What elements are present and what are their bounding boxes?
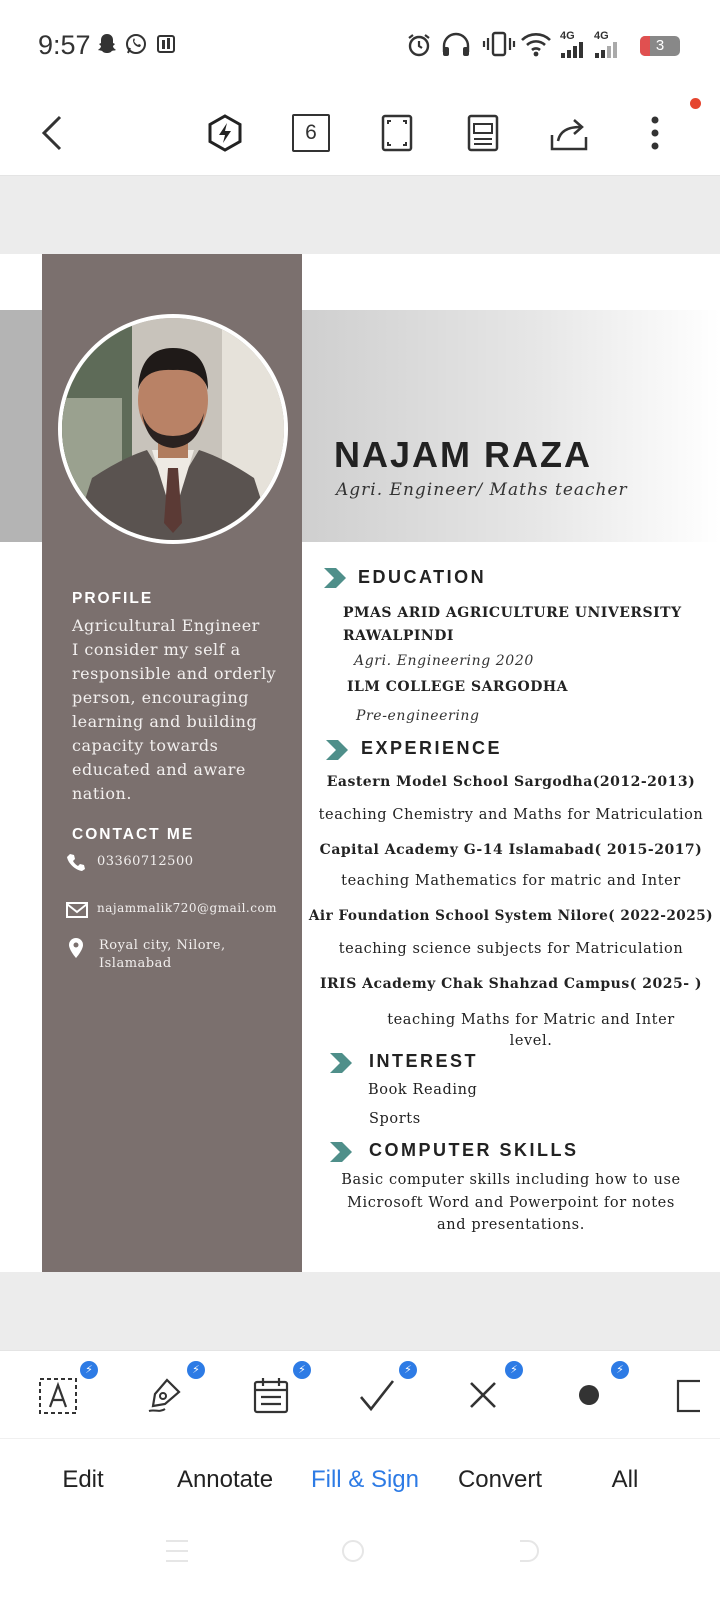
fill-sign-tools <box>0 1350 720 1439</box>
profile-photo <box>58 314 288 544</box>
tab-annotate[interactable]: Annotate <box>176 1466 274 1493</box>
experience-chevron-icon <box>326 740 352 760</box>
document-gutter-top <box>0 176 720 254</box>
recent-apps-icon[interactable] <box>164 1538 190 1564</box>
vibrate-icon <box>482 30 516 58</box>
interest-chevron-icon <box>330 1053 356 1073</box>
experience-org-1: Eastern Model School Sargodha(2012-2013) <box>326 774 696 790</box>
headphones-icon <box>440 32 472 58</box>
education-degree-1: Agri. Engineering 2020 <box>354 653 534 669</box>
experience-desc-2: teaching Mathematics for matric and Inter <box>341 873 681 889</box>
top-toolbar <box>0 90 720 176</box>
computer-skills-chevron-icon <box>330 1142 356 1162</box>
interest-item-1: Book Reading <box>368 1082 478 1098</box>
home-icon[interactable] <box>340 1538 366 1564</box>
header-band-right <box>302 310 720 542</box>
contact-heading: CONTACT ME <box>72 826 195 843</box>
premium-badge-icon: ⚡ <box>80 1361 98 1379</box>
education-school-1: PMAS ARID AGRICULTURE UNIVERSITY RAWALPINDI <box>343 605 682 644</box>
cross-icon <box>463 1375 503 1415</box>
contact-address: Royal city, Nilore, Islamabad <box>99 938 226 971</box>
interest-item-2: Sports <box>369 1111 421 1127</box>
wifi-icon <box>520 30 552 58</box>
status-time: 9:57 <box>38 30 91 60</box>
contact-email: najammalik720@gmail.com <box>97 901 278 915</box>
more-vertical-icon <box>650 113 660 153</box>
profile-text: Agricultural Engineer I consider my self a responsible and orderly person, encouraging learning and building capacity towards educated and aware nation. <box>72 616 277 803</box>
cross-tool[interactable] <box>443 1351 523 1439</box>
app-notification-icon <box>156 33 178 55</box>
experience-org-3: Air Foundation School System Nilore( 2022-2025) <box>308 908 714 924</box>
contact-phone: 03360712500 <box>97 854 194 869</box>
header-band-left <box>0 310 42 542</box>
premium-badge-icon: ⚡ <box>399 1361 417 1379</box>
education-degree-2: Pre-engineering <box>356 708 480 724</box>
tab-convert[interactable]: Convert <box>457 1466 543 1493</box>
checkmark-tool[interactable] <box>337 1351 417 1439</box>
education-chevron-icon <box>324 568 350 588</box>
tab-all[interactable]: All <box>611 1466 639 1493</box>
snapchat-icon <box>96 32 118 54</box>
profile-heading: PROFILE <box>72 590 154 607</box>
share-icon <box>548 113 590 153</box>
pen-nib-icon <box>145 1375 185 1415</box>
premium-tools-button[interactable] <box>195 90 255 175</box>
page-count-button[interactable] <box>281 90 341 175</box>
tab-edit[interactable]: Edit <box>62 1466 104 1493</box>
network-1-label: 4G <box>560 30 575 42</box>
experience-org-4: IRIS Academy Chak Shahzad Campus( 2025- ) <box>319 976 703 992</box>
experience-desc-1: teaching Chemistry and Maths for Matriculation <box>318 807 704 823</box>
add-text-tool[interactable] <box>18 1351 98 1439</box>
rectangle-icon <box>660 1375 700 1415</box>
signal-1-icon <box>560 42 586 58</box>
text-box-icon <box>38 1375 78 1415</box>
phone-icon <box>66 852 86 872</box>
signature-tool[interactable] <box>125 1351 205 1439</box>
location-icon <box>68 937 84 959</box>
tab-fill-sign[interactable]: Fill & Sign <box>310 1466 420 1493</box>
more-shape-tool[interactable] <box>660 1351 720 1439</box>
interest-heading: INTEREST <box>369 1051 479 1071</box>
signal-2-icon <box>594 42 620 58</box>
premium-badge-icon: ⚡ <box>293 1361 311 1379</box>
experience-org-2: Capital Academy G-14 Islamabad( 2015-2017) <box>319 842 703 858</box>
reading-mode-button[interactable] <box>453 90 513 175</box>
resume-title: Agri. Engineer/ Maths teacher <box>336 480 628 500</box>
document-gutter-bottom <box>0 1272 720 1350</box>
notification-dot <box>690 98 701 109</box>
email-icon <box>66 902 88 918</box>
whatsapp-icon <box>124 32 148 56</box>
share-button[interactable] <box>539 90 599 175</box>
back-button[interactable] <box>22 90 82 175</box>
fullscreen-button[interactable] <box>367 90 427 175</box>
education-heading: EDUCATION <box>358 567 487 587</box>
fullscreen-icon <box>380 113 414 153</box>
date-tool[interactable] <box>231 1351 311 1439</box>
computer-skills-heading: COMPUTER SKILLS <box>369 1140 579 1160</box>
premium-badge-icon: ⚡ <box>505 1361 523 1379</box>
battery-indicator: 3 <box>640 36 680 56</box>
computer-skills-text: Basic computer skills including how to use Microsoft Word and Powerpoint for notes and presentations. <box>341 1172 681 1233</box>
reading-mode-icon <box>466 113 500 153</box>
status-bar <box>0 0 720 90</box>
page-count: 6 <box>292 114 330 152</box>
back-arrow-icon <box>38 113 66 153</box>
system-nav-bar <box>0 1520 720 1600</box>
back-nav-icon[interactable] <box>516 1538 542 1564</box>
network-2-label: 4G <box>594 30 609 42</box>
dot-icon <box>569 1375 609 1415</box>
experience-desc-3: teaching science subjects for Matriculation <box>338 941 684 957</box>
checkmark-icon <box>357 1375 397 1415</box>
education-school-2: ILM COLLEGE SARGODHA <box>347 679 568 695</box>
premium-badge-icon: ⚡ <box>611 1361 629 1379</box>
calendar-icon <box>251 1375 291 1415</box>
premium-badge-icon: ⚡ <box>187 1361 205 1379</box>
lightning-hexagon-icon <box>205 113 245 153</box>
resume-name: NAJAM RAZA <box>334 434 592 475</box>
alarm-icon <box>406 32 432 58</box>
experience-desc-4: teaching Maths for Matric and Inter level. <box>387 1012 675 1049</box>
resume-page[interactable] <box>0 254 720 1272</box>
bottom-tab-bar <box>0 1438 720 1521</box>
experience-heading: EXPERIENCE <box>361 738 503 758</box>
more-options-button[interactable] <box>625 90 685 175</box>
dot-tool[interactable] <box>549 1351 629 1439</box>
